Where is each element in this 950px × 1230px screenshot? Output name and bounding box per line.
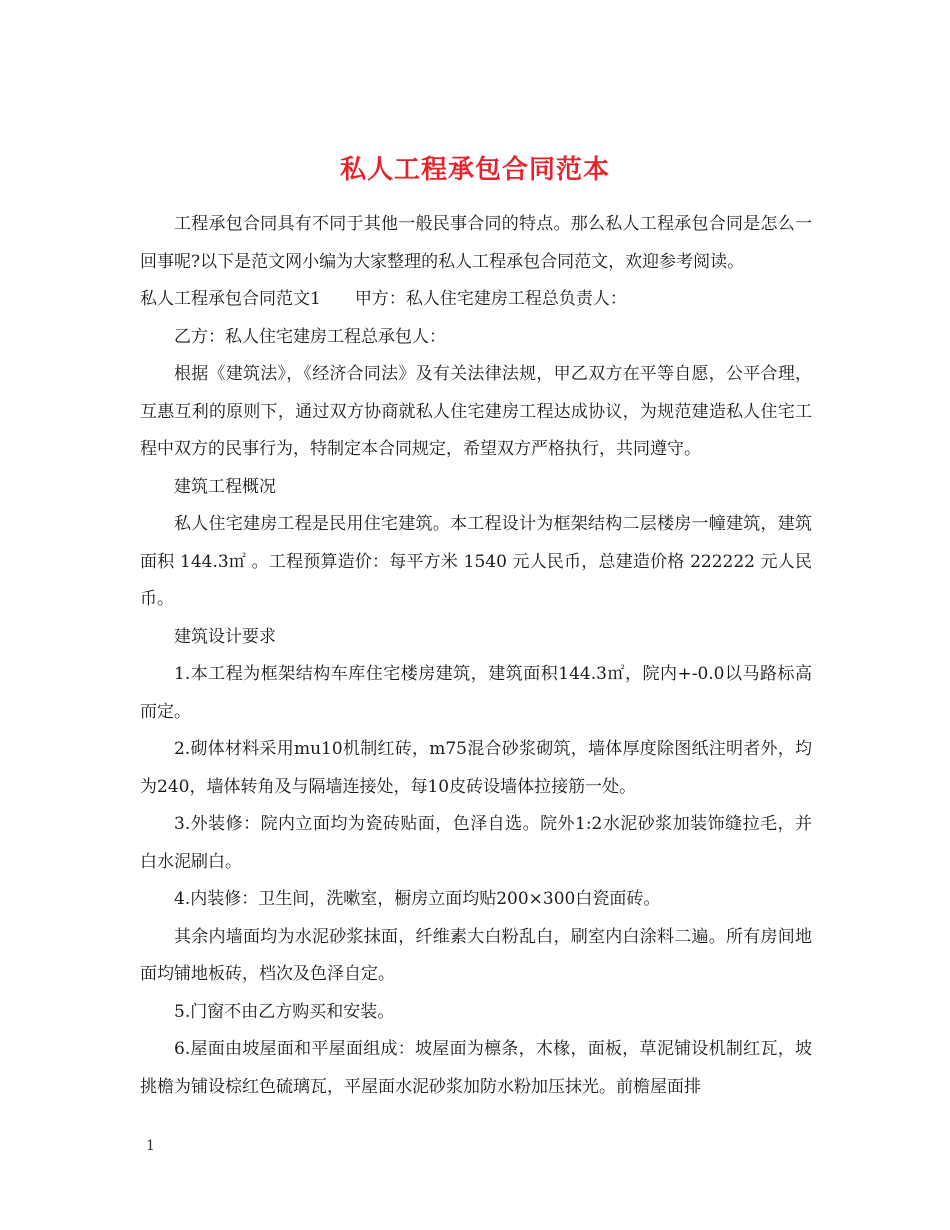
document-title: 私人工程承包合同范本 xyxy=(339,155,610,186)
section-heading-design: 建筑设计要求 xyxy=(174,626,276,647)
overview-paragraph: 私人住宅建房工程是民用住宅建筑。本工程设计为框架结构二层楼房一幢建筑，建筑面积 144.3㎡ 。工程预算造价：每平方米 1540 元人民币，总建造价格 222222 元人民币。 xyxy=(140,514,812,609)
sample-heading: 私人工程承包合同范文1 xyxy=(140,289,321,309)
basis-paragraph: 根据《建筑法》，《经济合同法》及有关法律法规，甲乙双方在平等自愿，公平合理，互惠互利的原则下，通过双方协商就私人住宅建房工程达成协议，为规范建造私人住宅工程中双方的民事行为，特制定本合同规定，希望双方严格执行，共同遵守。 xyxy=(140,364,812,459)
page-number: 1 xyxy=(146,1138,155,1154)
design-item-6: 6.屋面由坡屋面和平屋面组成：坡屋面为檩条，木椽，面板，草泥铺设机制红瓦，坡挑檐为铺设棕红色硫璃瓦，平屋面水泥砂浆加防水粉加压抹光。前檐屋面排 xyxy=(140,1039,812,1097)
party-a: 甲方：私人住宅建房工程总负责人： xyxy=(354,289,627,309)
party-b: 乙方：私人住宅建房工程总承包人： xyxy=(174,326,446,347)
design-item-4: 4.内装修：卫生间，洗嗽室，橱房立面均贴200×300白瓷面砖。 xyxy=(174,889,661,909)
document-body xyxy=(140,206,812,1106)
sample-heading-line xyxy=(140,281,812,319)
design-item-3: 3.外装修：院内立面均为瓷砖贴面，色泽自选。院外1:2水泥砂浆加装饰缝拉毛，并白水泥刷白。 xyxy=(140,814,812,872)
design-item-5: 5.门窗不由乙方购买和安装。 xyxy=(174,1001,395,1022)
section-heading-overview: 建筑工程概况 xyxy=(174,476,276,497)
design-item-1: 1.本工程为框架结构车库住宅楼房建筑，建筑面积144.3㎡，院内+-0.0以马路标高而定。 xyxy=(140,664,812,722)
design-item-2: 2.砌体材料采用mu10机制红砖，m75混合砂浆砌筑，墙体厚度除图纸注明者外，均为240，墙体转角及与隔墙连接处，每10皮砖设墙体拉接筋一处。 xyxy=(140,739,812,797)
intro-paragraph: 工程承包合同具有不同于其他一般民事合同的特点。那么私人工程承包合同是怎么一回事呢?以下是范文网小编为大家整理的私人工程承包合同范文，欢迎参考阅读。 xyxy=(140,214,812,272)
design-item-4-continued: 其余内墙面均为水泥砂浆抹面，纤维素大白粉乱白，刷室内白涂料二遍。所有房间地面均铺地板砖，档次及色泽自定。 xyxy=(140,926,812,984)
